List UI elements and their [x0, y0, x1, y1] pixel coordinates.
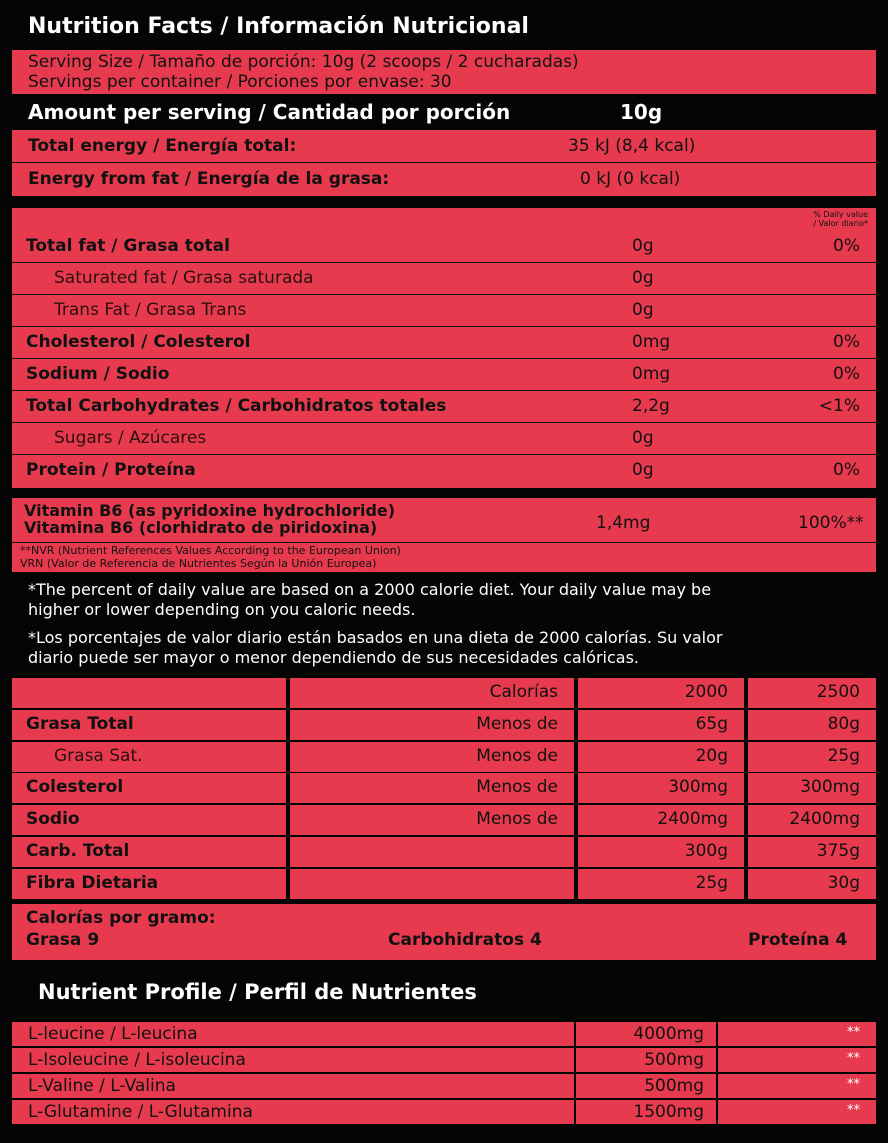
- ref-cell-text: Fibra Dietaria: [26, 872, 159, 893]
- calories-per-gram-box: [12, 904, 876, 960]
- profile-label-cell: [12, 1048, 574, 1072]
- profile-value-cell: [576, 1022, 716, 1046]
- nutrient-value: 0g: [632, 300, 654, 320]
- vitamin-note1: **NVR (Nutrient References Values According to the European Union): [20, 544, 401, 557]
- ref-cell: [290, 742, 574, 772]
- ref-row-label: [12, 710, 286, 740]
- nutrient-dv: 0%: [833, 364, 860, 384]
- ref-cell: [578, 742, 744, 772]
- ref-row-label: [12, 837, 286, 867]
- serving-size: Serving Size / Tamaño de porción: 10g (2 scoops / 2 cucharadas): [28, 52, 579, 72]
- profile-label: L-Valine / L-Valina: [28, 1076, 176, 1096]
- ref-cell-text: 25g: [695, 872, 728, 893]
- ref-cell: [290, 869, 574, 899]
- profile-mark-cell: [718, 1074, 876, 1098]
- ref-row-label: [12, 678, 286, 708]
- ref-cell-text: 80g: [827, 713, 860, 734]
- ref-cell-text: 65g: [695, 713, 728, 734]
- nutrient-dv: <1%: [818, 396, 860, 416]
- ref-cell-text: Colesterol: [26, 777, 124, 798]
- ref-cell: [578, 773, 744, 803]
- ref-cell-text: 2400mg: [657, 809, 728, 830]
- profile-mark: **: [847, 1051, 860, 1066]
- nutrient-value: 0g: [632, 268, 654, 288]
- profile-label-cell: [12, 1022, 574, 1046]
- profile-mark: **: [847, 1077, 860, 1092]
- ref-cell-text: 2500: [816, 682, 860, 702]
- profile-label: L-leucine / L-leucina: [28, 1024, 198, 1044]
- nutrients-box: [12, 208, 876, 488]
- serving-box: [12, 50, 876, 94]
- ref-cell: [748, 678, 876, 708]
- profile-value: 1500mg: [633, 1102, 704, 1122]
- nutrient-label: Sodium / Sodio: [26, 364, 170, 384]
- energy-fat-label: Energy from fat / Energía de la grasa:: [28, 169, 390, 189]
- nutrient-row: [12, 232, 876, 262]
- energy-value: 35 kJ (8,4 kcal): [568, 136, 696, 156]
- calories-carb: Carbohidratos 4: [388, 930, 542, 950]
- energy-label: Total energy / Energía total:: [28, 136, 297, 156]
- ref-cell: [748, 837, 876, 867]
- calories-fat: Grasa 9: [26, 930, 100, 950]
- ref-cell-text: 2000: [684, 682, 728, 702]
- vitamin-value: 1,4mg: [596, 513, 651, 533]
- ref-cell-text: 2400mg: [789, 809, 860, 830]
- nutrient-row: [12, 424, 876, 454]
- ref-cell-text: Calorías: [489, 682, 558, 702]
- nutrient-dv: 0%: [833, 236, 860, 256]
- nutrient-label: Protein / Proteína: [26, 460, 196, 480]
- ref-cell: [290, 837, 574, 867]
- ref-row-label: [12, 742, 286, 772]
- ref-cell-text: Menos de: [476, 745, 558, 766]
- profile-mark-cell: [718, 1022, 876, 1046]
- ref-row-label: [12, 869, 286, 899]
- nutrient-label: Trans Fat / Grasa Trans: [54, 300, 247, 320]
- ref-cell: [578, 805, 744, 835]
- servings-per-container: Servings per container / Porciones por envase: 30: [28, 72, 452, 92]
- nutrient-row: [12, 360, 876, 390]
- ref-cell-text: Sodio: [26, 809, 80, 830]
- nutrient-row: [12, 392, 876, 422]
- energy-box: [12, 130, 876, 196]
- profile-mark-cell: [718, 1100, 876, 1124]
- nutrient-row: [12, 296, 876, 326]
- nutrient-label: Total Carbohydrates / Carbohidratos totales: [26, 396, 447, 416]
- ref-cell: [748, 869, 876, 899]
- ref-cell: [290, 773, 574, 803]
- ref-cell-text: 375g: [816, 841, 860, 861]
- ref-cell-text: Carb. Total: [26, 841, 130, 861]
- vitamin-dv: 100%**: [798, 513, 864, 533]
- nutrient-value: 0g: [632, 460, 654, 480]
- ref-cell-text: 25g: [827, 745, 860, 766]
- ref-cell: [290, 710, 574, 740]
- energy-fat-value: 0 kJ (0 kcal): [580, 169, 681, 189]
- nutrient-label: Cholesterol / Colesterol: [26, 332, 251, 352]
- nutrient-label: Sugars / Azúcares: [54, 428, 207, 448]
- ref-cell-text: 300mg: [668, 777, 728, 798]
- profile-value: 500mg: [644, 1076, 704, 1096]
- ref-cell-text: Menos de: [476, 777, 558, 798]
- profile-title: Nutrient Profile / Perfil de Nutrientes: [38, 980, 477, 1004]
- profile-mark: **: [847, 1025, 860, 1040]
- footnote-en: *The percent of daily value are based on a 2000 calorie diet. Your daily value may be higher or lower depending on you caloric needs.: [28, 580, 712, 619]
- vitamin-note2: VRN (Valor de Referencia de Nutrientes Según la Unión Europea): [20, 557, 377, 570]
- profile-value-cell: [576, 1048, 716, 1072]
- ref-cell-text: 20g: [695, 745, 728, 766]
- nutrient-row: [12, 264, 876, 294]
- profile-value-cell: [576, 1074, 716, 1098]
- nutrient-value: 0g: [632, 236, 654, 256]
- profile-label-cell: [12, 1074, 574, 1098]
- ref-cell: [290, 805, 574, 835]
- profile-value: 4000mg: [633, 1024, 704, 1044]
- ref-cell: [578, 837, 744, 867]
- ref-cell: [578, 710, 744, 740]
- ref-cell-text: Menos de: [476, 809, 558, 830]
- ref-row-label: [12, 805, 286, 835]
- profile-mark: **: [847, 1103, 860, 1118]
- vitamin-line2: Vitamina B6 (clorhidrato de piridoxina): [24, 518, 378, 537]
- nutrient-value: 0mg: [632, 332, 671, 352]
- nutrient-row: [12, 456, 876, 486]
- ref-cell: [748, 710, 876, 740]
- amount-header-label: Amount per serving / Cantidad por porción: [28, 100, 511, 124]
- nutrient-value: 2,2g: [632, 396, 670, 416]
- ref-cell-text: Menos de: [476, 713, 558, 734]
- ref-cell: [578, 869, 744, 899]
- profile-value: 500mg: [644, 1050, 704, 1070]
- nutrient-row: [12, 328, 876, 358]
- nutrient-dv: 0%: [833, 460, 860, 480]
- profile-label-cell: [12, 1100, 574, 1124]
- ref-cell: [748, 742, 876, 772]
- amount-header-value: 10g: [620, 100, 663, 124]
- calories-protein: Proteína 4: [748, 930, 848, 950]
- nutrient-label: Total fat / Grasa total: [26, 236, 230, 256]
- ref-row-label: [12, 773, 286, 803]
- vitamin-line1: Vitamin B6 (as pyridoxine hydrochloride): [24, 501, 396, 520]
- ref-cell-text: Grasa Sat.: [54, 745, 143, 766]
- profile-label: L-Glutamine / L-Glutamina: [28, 1102, 253, 1122]
- dv-header: % Daily value / Valor diario*: [813, 210, 868, 228]
- ref-cell-text: 300mg: [800, 777, 860, 798]
- page-title: Nutrition Facts / Información Nutricional: [28, 14, 529, 39]
- vitamin-box: [12, 498, 876, 572]
- profile-mark-cell: [718, 1048, 876, 1072]
- nutrient-label: Saturated fat / Grasa saturada: [54, 268, 314, 288]
- nutrient-value: 0mg: [632, 364, 671, 384]
- nutrient-value: 0g: [632, 428, 654, 448]
- ref-cell: [748, 773, 876, 803]
- ref-cell-text: 300g: [684, 841, 728, 861]
- ref-cell: [290, 678, 574, 708]
- ref-cell-text: Grasa Total: [26, 713, 134, 734]
- profile-label: L-Isoleucine / L-isoleucina: [28, 1050, 246, 1070]
- ref-cell: [578, 678, 744, 708]
- profile-value-cell: [576, 1100, 716, 1124]
- calories-per-gram-title: Calorías por gramo:: [26, 908, 216, 928]
- footnote-es: *Los porcentajes de valor diario están basados en una dieta de 2000 calorías. Su valor diario puede ser mayor o menor dependiendo de sus necesidades calóricas.: [28, 628, 723, 667]
- ref-cell-text: 30g: [827, 872, 860, 893]
- ref-cell: [748, 805, 876, 835]
- nutrient-dv: 0%: [833, 332, 860, 352]
